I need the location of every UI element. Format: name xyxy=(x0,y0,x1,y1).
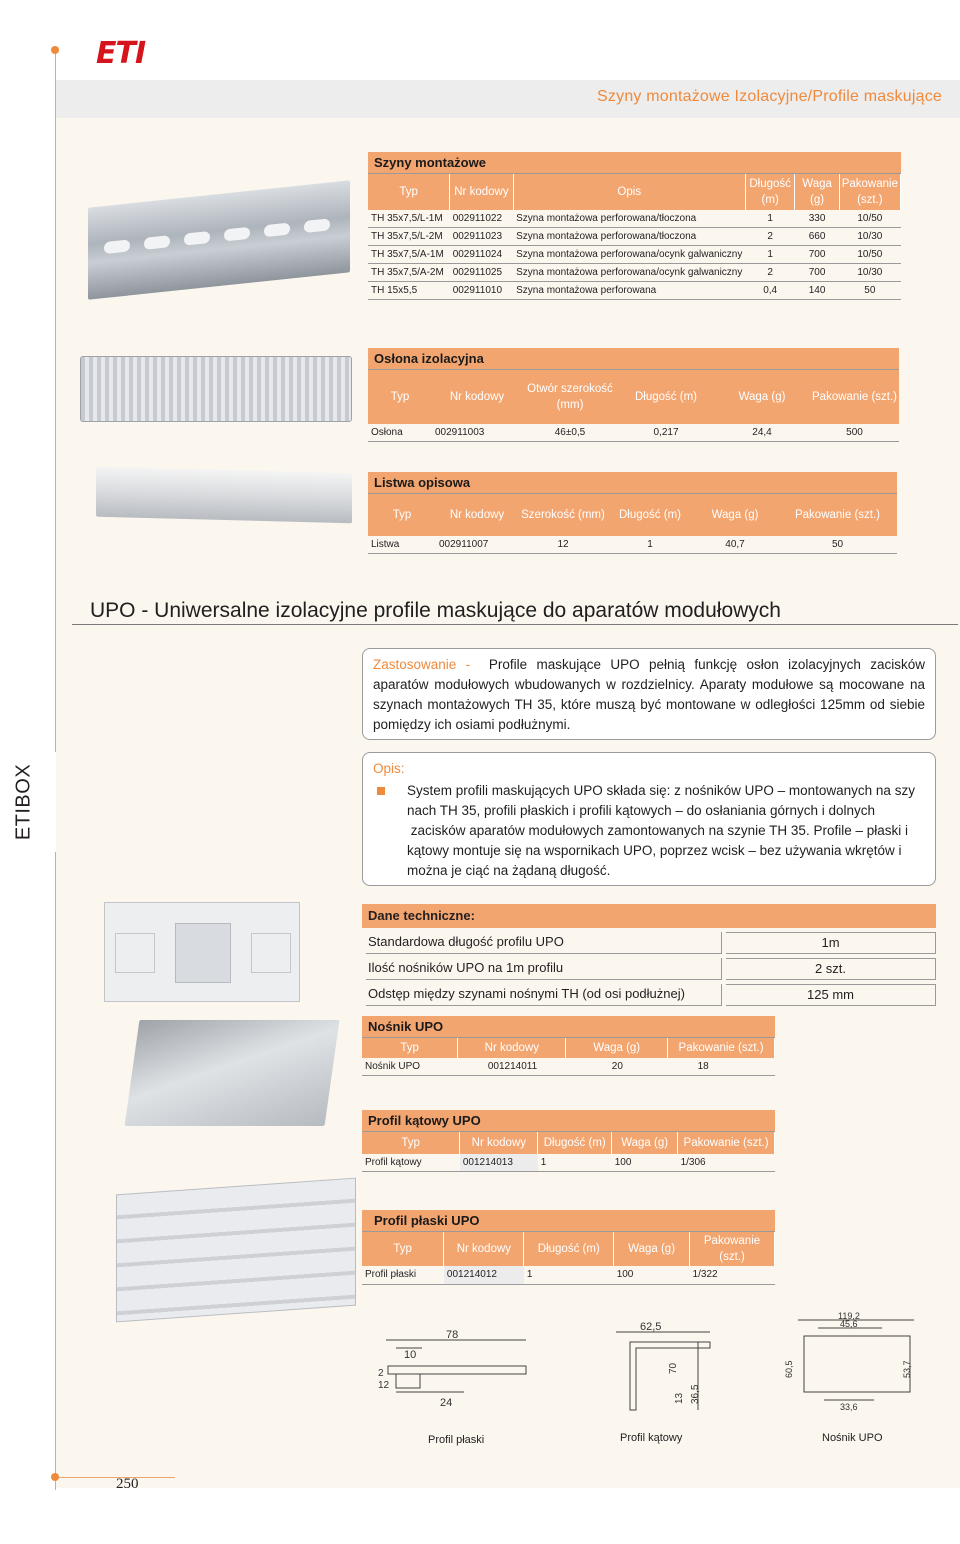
cell: 002911007 xyxy=(436,536,518,554)
carrier-section-title: Nośnik UPO xyxy=(362,1016,775,1038)
flat-section-title: Profil płaski UPO xyxy=(362,1210,775,1232)
strip-col-pack: Pakowanie (szt.) xyxy=(778,494,897,536)
dim-label: 33,6 xyxy=(840,1402,858,1412)
cell: 1/322 xyxy=(690,1266,775,1284)
dim-label: 119,2 xyxy=(838,1312,860,1321)
cell: 1 xyxy=(608,536,692,554)
upo-heading-rule xyxy=(72,624,958,625)
cell: 46±0,5 xyxy=(522,424,618,442)
insulating-cover-image xyxy=(80,356,352,422)
carrier-drawing xyxy=(778,1312,918,1418)
technical-key: Standardowa długość profilu UPO xyxy=(366,932,722,954)
footer-line xyxy=(55,1477,175,1478)
rails-table xyxy=(368,152,901,300)
cell: 1 xyxy=(538,1154,612,1172)
dim-label: 13 xyxy=(674,1392,685,1404)
flat-profile-table xyxy=(362,1210,775,1285)
description-text xyxy=(407,781,925,881)
angle-col-code: Nr kodowy xyxy=(460,1132,538,1154)
angle-section-title: Profil kątowy UPO xyxy=(362,1110,775,1132)
cell: Profil płaski xyxy=(362,1266,444,1284)
cell: 001214013 xyxy=(460,1154,538,1172)
band-title: Szyny montażowe Izolacyjne/Profile maskujące xyxy=(597,88,942,105)
dim-label: 78 xyxy=(446,1329,459,1341)
table-row xyxy=(362,1266,775,1284)
dim-label: 12 xyxy=(378,1380,390,1391)
technical-key: Odstęp między szynami nośnymi TH (od osi podłużnej) xyxy=(366,984,722,1006)
cell: 001214011 xyxy=(458,1058,566,1076)
cell: TH 15x5,5 xyxy=(368,282,450,300)
table-row xyxy=(368,210,901,228)
table-row xyxy=(368,264,901,282)
cell: 12 xyxy=(518,536,608,554)
cell: 1/306 xyxy=(678,1154,775,1172)
caption-flat-profile: Profil płaski xyxy=(428,1434,485,1446)
technical-row xyxy=(362,955,936,980)
flat-profile-drawing xyxy=(376,1318,536,1418)
cell: Szyna montażowa perforowana/tłoczona xyxy=(513,210,745,228)
cell: 10/30 xyxy=(839,228,900,246)
cell: 002911025 xyxy=(450,264,513,282)
dim-label: 62,5 xyxy=(640,1321,662,1333)
table-row xyxy=(368,424,899,442)
technical-row xyxy=(362,929,936,954)
cell: 18 xyxy=(668,1058,775,1076)
cell: 100 xyxy=(614,1266,690,1284)
side-tab-label: ETIBOX xyxy=(12,763,35,841)
carrier-table xyxy=(362,1016,775,1076)
cover-section-title: Osłona izolacyjna xyxy=(368,348,899,370)
description-box xyxy=(362,752,936,886)
cell: 0,217 xyxy=(618,424,714,442)
label-strip-image xyxy=(96,467,352,524)
page-number: 250 xyxy=(116,1476,139,1492)
cover-col-opening: Otwór szerokość (mm) xyxy=(522,370,618,424)
rails-col-desc: Opis xyxy=(513,174,745,210)
cell: 660 xyxy=(795,228,839,246)
rails-col-pack: Pakowanie (szt.) xyxy=(839,174,900,210)
cell: Szyna montażowa perforowana/tłoczona xyxy=(513,228,745,246)
angle-col-pack: Pakowanie (szt.) xyxy=(678,1132,775,1154)
cell: 0,4 xyxy=(745,282,795,300)
strip-col-width: Szerokość (mm) xyxy=(518,494,608,536)
cell: 001214012 xyxy=(444,1266,524,1284)
carrier-col-pack: Pakowanie (szt.) xyxy=(668,1038,775,1058)
cover-col-weight: Waga (g) xyxy=(714,370,810,424)
flat-col-typ: Typ xyxy=(362,1232,444,1267)
cell: 40,7 xyxy=(692,536,778,554)
caption-carrier: Nośnik UPO xyxy=(822,1432,883,1444)
flat-col-weight: Waga (g) xyxy=(614,1232,690,1267)
cell: Szyna montażowa perforowana xyxy=(513,282,745,300)
cell: 2 xyxy=(745,228,795,246)
technical-value: 1m xyxy=(726,932,936,954)
cell: 10/50 xyxy=(839,246,900,264)
description-label: Opis: xyxy=(373,761,405,776)
cover-table xyxy=(368,348,899,442)
cell: 10/50 xyxy=(839,210,900,228)
angle-col-length: Długość (m) xyxy=(538,1132,612,1154)
application-label: Zastosowanie - xyxy=(373,657,471,672)
caption-angle-profile: Profil kątowy xyxy=(620,1432,683,1444)
rails-col-typ: Typ xyxy=(368,174,450,210)
description-line: nach TH 35, profili płaskich i profili kątowych – do osłaniania górnych i dolnych xyxy=(407,803,875,818)
rails-col-length: Długość (m) xyxy=(745,174,795,210)
technical-data xyxy=(362,904,936,1006)
upo-carrier-front-image xyxy=(104,902,300,1002)
carrier-col-code: Nr kodowy xyxy=(458,1038,566,1058)
cell: Profil kątowy xyxy=(362,1154,460,1172)
strip-section-title: Listwa opisowa xyxy=(368,472,897,494)
table-row xyxy=(368,536,897,554)
angle-col-typ: Typ xyxy=(362,1132,460,1154)
cell: 002911024 xyxy=(450,246,513,264)
cell: 2 xyxy=(745,264,795,282)
application-box xyxy=(362,648,936,740)
angle-profile-drawing xyxy=(610,1318,720,1418)
bullet-icon xyxy=(377,787,385,795)
cell: TH 35x7,5/L-2M xyxy=(368,228,450,246)
flat-col-pack: Pakowanie (szt.) xyxy=(690,1232,775,1267)
table-row xyxy=(368,228,901,246)
cover-col-code: Nr kodowy xyxy=(432,370,522,424)
rails-col-code: Nr kodowy xyxy=(450,174,513,210)
cell: Szyna montażowa perforowana/ocynk galwaniczny xyxy=(513,246,745,264)
carrier-col-typ: Typ xyxy=(362,1038,458,1058)
cell: 50 xyxy=(839,282,900,300)
flat-col-length: Długość (m) xyxy=(524,1232,614,1267)
cell: Szyna montażowa perforowana/ocynk galwaniczny xyxy=(513,264,745,282)
dim-label: 2 xyxy=(378,1368,384,1379)
table-row xyxy=(368,246,901,264)
description-line: zacisków aparatów modułowych zamontowanych na szynie TH 35. Profile – płaski i xyxy=(407,823,908,838)
cell: 700 xyxy=(795,264,839,282)
dim-label: 70 xyxy=(668,1362,679,1374)
application-text: Profile maskujące UPO pełnią funkcję osłon izolacyjnych zacisków aparatów modułowych wbudowanych w rozdzielnicy. Aparaty modułowe są mocowane na szynach montażowych TH 35, które muszą być montowane w odległości 125mm od siebie pomiędzy ich osiami podłużnymi. xyxy=(373,657,925,732)
technical-value: 2 szt. xyxy=(726,958,936,980)
cell: 50 xyxy=(778,536,897,554)
flat-profile-image xyxy=(116,1178,356,1323)
cell: 100 xyxy=(612,1154,678,1172)
table-row xyxy=(362,1154,775,1172)
cell: TH 35x7,5/L-1M xyxy=(368,210,450,228)
cell: 330 xyxy=(795,210,839,228)
strip-col-weight: Waga (g) xyxy=(692,494,778,536)
dim-label: 53,7 xyxy=(902,1360,912,1378)
technical-row xyxy=(362,981,936,1006)
cell: 24,4 xyxy=(714,424,810,442)
dim-label: 45,6 xyxy=(840,1319,858,1329)
cell: 002911010 xyxy=(450,282,513,300)
description-line: kątowy montuje się na wspornikach UPO, poprzez wcisk – bez używania wkrętów i xyxy=(407,843,902,858)
dim-label: 36,5 xyxy=(690,1384,701,1404)
dim-label: 60,5 xyxy=(784,1360,794,1378)
angle-profile-table xyxy=(362,1110,775,1172)
cover-col-typ: Typ xyxy=(368,370,432,424)
side-tab xyxy=(0,752,56,852)
cell: Osłona xyxy=(368,424,432,442)
flat-col-code: Nr kodowy xyxy=(444,1232,524,1267)
cell: 1 xyxy=(745,246,795,264)
margin-dot-bottom xyxy=(51,1473,59,1481)
strip-col-typ: Typ xyxy=(368,494,436,536)
table-row xyxy=(368,282,901,300)
title-band xyxy=(56,80,960,118)
cell: 002911003 xyxy=(432,424,522,442)
eti-logo: ETI xyxy=(96,36,146,71)
strip-table xyxy=(368,472,897,554)
cell: 1 xyxy=(524,1266,614,1284)
cell: 10/30 xyxy=(839,264,900,282)
cover-col-length: Długość (m) xyxy=(618,370,714,424)
cell: 140 xyxy=(795,282,839,300)
description-line: można je ciąć na żądaną długość. xyxy=(407,863,611,878)
strip-col-length: Długość (m) xyxy=(608,494,692,536)
rails-section-title: Szyny montażowe xyxy=(368,152,901,174)
dim-label: 24 xyxy=(440,1397,453,1409)
cell: 20 xyxy=(566,1058,668,1076)
cell: 002911022 xyxy=(450,210,513,228)
cell: 700 xyxy=(795,246,839,264)
cell: TH 35x7,5/A-1M xyxy=(368,246,450,264)
description-line: System profili maskujących UPO składa się: z nośników UPO – montowanych na szy xyxy=(407,783,915,798)
technical-value: 125 mm xyxy=(726,984,936,1006)
cell: 500 xyxy=(810,424,899,442)
margin-dot-top xyxy=(51,46,59,54)
angle-col-weight: Waga (g) xyxy=(612,1132,678,1154)
table-row xyxy=(362,1058,775,1076)
rails-col-weight: Waga (g) xyxy=(795,174,839,210)
dim-label: 10 xyxy=(404,1349,417,1361)
cell: 1 xyxy=(745,210,795,228)
technical-key: Ilość nośników UPO na 1m profilu xyxy=(366,958,722,980)
technical-section-title: Dane techniczne: xyxy=(362,904,936,928)
strip-col-code: Nr kodowy xyxy=(436,494,518,536)
carrier-col-weight: Waga (g) xyxy=(566,1038,668,1058)
cell: 002911023 xyxy=(450,228,513,246)
cell: TH 35x7,5/A-2M xyxy=(368,264,450,282)
cell: Listwa xyxy=(368,536,436,554)
angle-profile-image xyxy=(125,1020,340,1126)
upo-heading: UPO - Uniwersalne izolacyjne profile maskujące do aparatów modułowych xyxy=(90,599,781,622)
cover-col-pack: Pakowanie (szt.) xyxy=(810,370,899,424)
cell: Nośnik UPO xyxy=(362,1058,458,1076)
